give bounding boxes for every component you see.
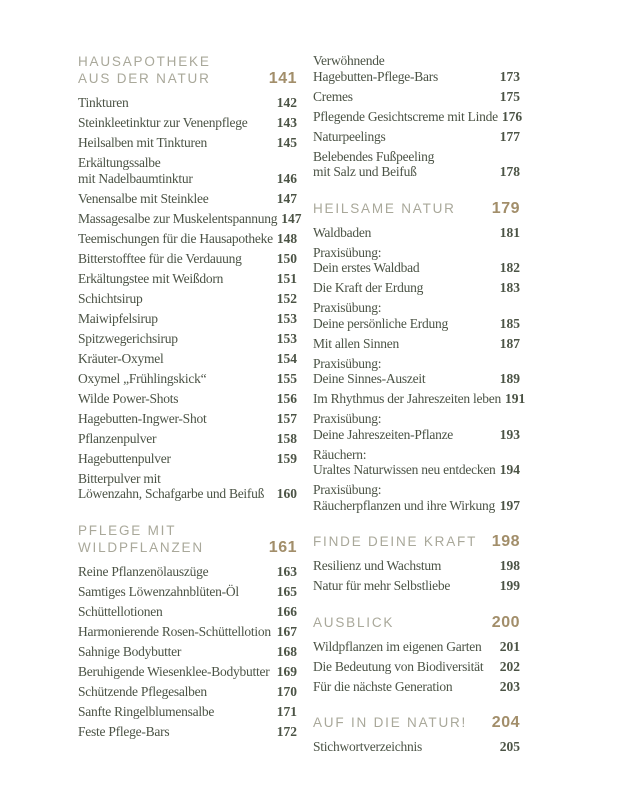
entry-page-number: 153 bbox=[276, 330, 297, 346]
entry-page-number: 171 bbox=[276, 703, 297, 719]
entry-label-line: Wildpflanzen im eigenen Garten bbox=[313, 638, 482, 654]
entry-page-number: 175 bbox=[499, 88, 520, 104]
toc-column-right bbox=[313, 53, 526, 808]
toc-entry bbox=[313, 679, 520, 695]
section-heading bbox=[313, 714, 520, 731]
section-entries bbox=[313, 558, 520, 594]
entry-label bbox=[313, 578, 450, 594]
entry-page-number: 153 bbox=[276, 310, 297, 326]
entry-label-line: Feste Pflege-Bars bbox=[78, 723, 170, 739]
entry-page-number: 146 bbox=[276, 170, 297, 186]
entry-label-line: Stichwortverzeichnis bbox=[313, 739, 422, 754]
toc-entry bbox=[313, 245, 520, 276]
section-title-line: AUSBLICK bbox=[313, 614, 395, 630]
entry-page-number: 143 bbox=[276, 115, 297, 130]
entry-label-line: Verwöhnende bbox=[313, 53, 385, 68]
entry-label bbox=[313, 336, 399, 352]
toc-entry bbox=[78, 271, 297, 287]
entry-label-line: Für die nächste Generation bbox=[313, 678, 453, 694]
toc-entry bbox=[313, 300, 520, 331]
entry-label-line: Hagebutten-Pflege-Bars bbox=[313, 68, 438, 84]
section-title bbox=[313, 200, 456, 217]
section-title-line: AUF IN DIE NATUR! bbox=[313, 715, 468, 730]
section-title-line: HEILSAME NATUR bbox=[313, 200, 456, 216]
entry-label bbox=[313, 659, 483, 675]
entry-label-line: Samtiges Löwenzahnblüten-Öl bbox=[78, 583, 239, 599]
entry-page-number: 182 bbox=[499, 260, 520, 275]
section-entries bbox=[78, 564, 297, 740]
entry-label-line: Waldbaden bbox=[313, 224, 372, 240]
section-page-number: 141 bbox=[268, 70, 297, 87]
entry-label-line: Kräuter-Oxymel bbox=[78, 350, 164, 366]
toc-entry bbox=[78, 95, 297, 111]
entry-label-line: Harmonierende Rosen-Schüttellotion bbox=[78, 623, 271, 639]
entry-page-number: 176 bbox=[501, 108, 523, 124]
entry-label bbox=[78, 155, 193, 186]
entry-label bbox=[313, 89, 353, 105]
toc-entry bbox=[78, 291, 297, 307]
entry-label-line: Steinkleetinktur zur Venenpflege bbox=[78, 115, 248, 130]
entry-label-line: Praxisübung: bbox=[313, 300, 382, 315]
entry-page-number: 187 bbox=[499, 335, 520, 351]
toc-entry bbox=[78, 351, 297, 367]
section-entries bbox=[313, 224, 526, 514]
entry-label bbox=[78, 451, 171, 467]
entry-label-line: Oxymel „Frühlingskick“ bbox=[78, 370, 207, 386]
toc-entry bbox=[78, 624, 297, 640]
entry-label-line: Pflanzenpulver bbox=[78, 430, 157, 446]
entry-label-line: mit Salz und Beifuß bbox=[313, 164, 417, 179]
section-entries bbox=[313, 739, 520, 755]
entry-label-line: Reine Pflanzenölauszüge bbox=[78, 563, 209, 579]
entry-label-line: Deine persönliche Erdung bbox=[313, 315, 448, 331]
entry-label-line: Schützende Pflegesalben bbox=[78, 683, 207, 699]
entry-label-line: Deine Jahreszeiten-Pflanze bbox=[313, 426, 454, 442]
entry-label-line: mit Nadelbaumtinktur bbox=[78, 170, 193, 186]
entry-label-line: Die Kraft der Erdung bbox=[313, 280, 424, 295]
entry-page-number: 148 bbox=[276, 230, 298, 246]
entry-page-number: 199 bbox=[499, 578, 520, 593]
entry-label-line: Maiwipfelsirup bbox=[78, 310, 158, 326]
entry-page-number: 151 bbox=[276, 270, 297, 286]
entry-label-line: Bitterpulver mit bbox=[78, 470, 161, 486]
entry-page-number: 142 bbox=[276, 95, 297, 110]
entry-page-number: 189 bbox=[499, 371, 520, 386]
section-heading bbox=[313, 200, 520, 217]
section-title-line: PFLEGE MIT bbox=[78, 522, 177, 538]
entry-label-line: Im Rhythmus der Jahreszeiten leben bbox=[313, 391, 501, 406]
entry-page-number: 163 bbox=[276, 563, 297, 579]
entry-page-number: 191 bbox=[504, 391, 526, 406]
entry-label bbox=[78, 564, 208, 580]
section-page-number: 161 bbox=[268, 538, 297, 556]
entry-page-number: 169 bbox=[276, 663, 297, 679]
entry-label bbox=[78, 684, 207, 700]
entry-label bbox=[78, 704, 214, 720]
entry-label-line: Spitzwegerichsirup bbox=[78, 330, 178, 346]
toc-section bbox=[313, 714, 520, 755]
entry-label bbox=[78, 231, 273, 247]
entry-label bbox=[313, 245, 419, 276]
entry-page-number: 203 bbox=[499, 678, 520, 694]
entry-page-number: 152 bbox=[276, 290, 297, 306]
entry-page-number: 168 bbox=[276, 643, 297, 659]
toc-entry bbox=[313, 53, 520, 84]
entry-label-line: Erkältungstee mit Weißdorn bbox=[78, 270, 224, 286]
entry-label bbox=[313, 280, 423, 296]
toc-entry bbox=[78, 231, 297, 247]
entry-label bbox=[313, 411, 453, 442]
toc-section bbox=[78, 522, 297, 740]
entry-label-line: Praxisübung: bbox=[313, 244, 382, 260]
entry-label bbox=[78, 251, 242, 267]
entry-label bbox=[78, 604, 163, 620]
entry-page-number: 155 bbox=[276, 370, 297, 386]
section-page-number: 204 bbox=[491, 714, 520, 731]
entry-label-line: Räuchern: bbox=[313, 446, 367, 462]
toc-entry bbox=[78, 644, 297, 660]
toc-entry bbox=[78, 210, 302, 227]
toc-entry bbox=[78, 584, 297, 600]
toc-entry bbox=[78, 191, 297, 207]
section-title-line: FINDE DEINE KRAFT bbox=[313, 534, 478, 549]
entry-label-line: Naturpeelings bbox=[313, 128, 386, 144]
toc-entry bbox=[313, 225, 520, 241]
entry-label-line: Heilsalben mit Tinkturen bbox=[78, 135, 207, 150]
entry-label bbox=[313, 53, 438, 84]
entry-label-line: Bitterstofftee für die Verdauung bbox=[78, 250, 242, 266]
entry-label-line: Natur für mehr Selbstliebe bbox=[313, 578, 451, 593]
entry-label bbox=[313, 679, 452, 695]
entry-page-number: 198 bbox=[499, 558, 520, 573]
section-title bbox=[313, 714, 467, 731]
section-title-line: HAUSAPOTHEKE bbox=[78, 54, 211, 69]
section-page-number: 179 bbox=[491, 199, 520, 217]
entry-label-line: Teemischungen für die Hausapotheke bbox=[78, 230, 273, 246]
toc-entry bbox=[78, 155, 297, 186]
section-heading bbox=[313, 533, 520, 550]
entry-page-number: 193 bbox=[499, 426, 520, 442]
entry-label bbox=[78, 351, 163, 367]
entry-label bbox=[78, 191, 208, 207]
toc-entry bbox=[78, 664, 297, 680]
entry-label-line: Praxisübung: bbox=[313, 355, 382, 371]
section-heading bbox=[313, 614, 520, 631]
entry-label bbox=[78, 115, 247, 131]
toc-entry bbox=[313, 578, 520, 594]
entry-label bbox=[78, 664, 270, 680]
entry-label bbox=[313, 225, 371, 241]
entry-page-number: 165 bbox=[276, 583, 297, 599]
toc-entry bbox=[78, 431, 297, 447]
entry-label bbox=[78, 391, 178, 407]
entry-label bbox=[78, 311, 158, 327]
entry-page-number: 170 bbox=[276, 683, 297, 699]
section-entries bbox=[78, 95, 302, 502]
entry-label-line: Massagesalbe zur Muskelentspannung bbox=[78, 210, 278, 226]
toc-entry bbox=[78, 684, 297, 700]
entry-page-number: 150 bbox=[276, 250, 297, 266]
section-heading bbox=[78, 53, 297, 87]
toc-entry bbox=[78, 135, 297, 151]
entry-page-number: 156 bbox=[276, 390, 297, 406]
entry-label bbox=[313, 149, 434, 180]
entry-label-line: Sanfte Ringelblumensalbe bbox=[78, 703, 215, 719]
section-entries bbox=[313, 639, 520, 695]
entry-page-number: 194 bbox=[499, 462, 520, 477]
entry-label bbox=[313, 447, 496, 478]
entry-label bbox=[313, 300, 448, 331]
toc-entry bbox=[78, 311, 297, 327]
entry-page-number: 166 bbox=[276, 603, 297, 619]
entry-page-number: 197 bbox=[499, 497, 520, 513]
entry-label bbox=[313, 391, 501, 407]
entry-label bbox=[313, 739, 422, 755]
entry-label bbox=[313, 356, 425, 387]
toc-entry bbox=[78, 704, 297, 720]
section-title-line: WILDPFLANZEN bbox=[78, 539, 204, 555]
entry-page-number: 178 bbox=[499, 164, 520, 179]
toc-entry bbox=[78, 251, 297, 267]
entry-page-number: 158 bbox=[276, 430, 297, 446]
toc-entry bbox=[313, 129, 520, 145]
toc-entry bbox=[313, 336, 520, 352]
entry-label-line: Tinkturen bbox=[78, 95, 129, 110]
entry-label-line: Deine Sinnes-Auszeit bbox=[313, 371, 426, 386]
toc-entry bbox=[313, 411, 520, 442]
toc-entry bbox=[78, 471, 297, 502]
entry-page-number: 173 bbox=[499, 68, 520, 84]
entry-page-number: 205 bbox=[499, 739, 520, 754]
entry-label-line: Schichtsirup bbox=[78, 290, 143, 306]
section-title bbox=[313, 533, 477, 550]
toc-entry bbox=[313, 149, 520, 180]
entry-label bbox=[313, 109, 498, 125]
toc-entry bbox=[313, 447, 520, 478]
entry-page-number: 183 bbox=[499, 280, 520, 295]
entry-label bbox=[78, 431, 156, 447]
entry-label-line: Hagebutten-Ingwer-Shot bbox=[78, 410, 207, 426]
entry-label bbox=[313, 129, 385, 145]
entry-page-number: 159 bbox=[276, 450, 297, 466]
entry-label bbox=[313, 482, 495, 513]
entry-label-line: Hagebuttenpulver bbox=[78, 450, 171, 466]
toc-section bbox=[313, 614, 520, 695]
entry-label-line: Räucherpflanzen und ihre Wirkung bbox=[313, 497, 496, 513]
toc-entry bbox=[313, 108, 523, 125]
entry-label bbox=[78, 584, 239, 600]
entry-label-line: Belebendes Fußpeeling bbox=[313, 148, 435, 164]
toc-section bbox=[313, 199, 526, 514]
entry-label bbox=[78, 411, 206, 427]
entry-page-number: 160 bbox=[276, 486, 297, 501]
toc-section bbox=[78, 53, 302, 502]
section-page-number: 198 bbox=[491, 533, 520, 550]
entry-label-line: Dein erstes Waldbad bbox=[313, 260, 420, 275]
entry-label-line: Uraltes Naturwissen neu entdecken bbox=[313, 462, 496, 477]
entry-page-number: 202 bbox=[499, 658, 520, 674]
toc-column-left bbox=[78, 53, 302, 808]
entry-label-line: Wilde Power-Shots bbox=[78, 390, 179, 406]
entry-label-line: Mit allen Sinnen bbox=[313, 335, 399, 351]
entry-label-line: Pflegende Gesichtscreme mit Linde bbox=[313, 108, 498, 124]
entry-label bbox=[78, 211, 277, 227]
toc-entry bbox=[313, 391, 526, 407]
entry-label-line: Praxisübung: bbox=[313, 411, 382, 426]
toc-entry bbox=[313, 280, 520, 296]
section-page-number: 200 bbox=[491, 613, 520, 631]
entry-page-number: 145 bbox=[276, 135, 297, 150]
entry-label-line: Sahnige Bodybutter bbox=[78, 643, 182, 659]
entry-label bbox=[78, 624, 271, 640]
toc-entry bbox=[313, 356, 520, 387]
entry-label bbox=[78, 724, 169, 740]
section-title-line: AUS DER NATUR bbox=[78, 71, 211, 86]
toc-section bbox=[313, 53, 523, 180]
toc-entry bbox=[313, 639, 520, 655]
entry-label-line: Praxisübung: bbox=[313, 482, 382, 497]
toc-entry bbox=[78, 331, 297, 347]
entry-page-number: 201 bbox=[499, 638, 520, 654]
toc-entry bbox=[313, 739, 520, 755]
entry-label bbox=[78, 471, 264, 502]
toc-entry bbox=[78, 115, 297, 131]
entry-page-number: 177 bbox=[499, 128, 520, 144]
entry-label bbox=[78, 644, 181, 660]
toc-entry bbox=[78, 724, 297, 740]
entry-page-number: 167 bbox=[276, 623, 297, 639]
toc-entry bbox=[78, 604, 297, 620]
toc-entry bbox=[313, 558, 520, 574]
entry-label-line: Cremes bbox=[313, 88, 353, 104]
section-heading bbox=[78, 522, 297, 556]
toc-entry bbox=[313, 89, 520, 105]
entry-page-number: 157 bbox=[276, 410, 297, 426]
entry-page-number: 147 bbox=[276, 190, 297, 206]
entry-label-line: Die Bedeutung von Biodiversität bbox=[313, 658, 484, 674]
entry-label bbox=[78, 95, 129, 111]
toc-entry bbox=[78, 451, 297, 467]
toc-entry bbox=[313, 482, 520, 513]
toc-entry bbox=[78, 411, 297, 427]
entry-label bbox=[313, 639, 482, 655]
entry-label bbox=[78, 135, 207, 151]
entry-label bbox=[78, 291, 143, 307]
entry-page-number: 147 bbox=[281, 210, 302, 226]
entry-label-line: Beruhigende Wiesenklee-Bodybutter bbox=[78, 663, 270, 679]
toc-entry bbox=[78, 371, 297, 387]
toc-entry bbox=[78, 391, 297, 407]
entry-label-line: Erkältungssalbe bbox=[78, 155, 161, 170]
toc-entry bbox=[78, 564, 297, 580]
entry-label-line: Löwenzahn, Schafgarbe und Beifuß bbox=[78, 486, 265, 501]
entry-label bbox=[78, 371, 206, 387]
entry-page-number: 185 bbox=[499, 315, 520, 331]
toc-section bbox=[313, 533, 520, 594]
entry-page-number: 154 bbox=[276, 350, 297, 366]
entry-label bbox=[78, 331, 178, 347]
entry-page-number: 181 bbox=[499, 224, 520, 240]
section-title bbox=[78, 53, 211, 87]
entry-label-line: Venensalbe mit Steinklee bbox=[78, 190, 209, 206]
entry-label bbox=[78, 271, 223, 287]
toc-entry bbox=[313, 659, 520, 675]
section-entries bbox=[313, 53, 523, 180]
entry-label-line: Schüttellotionen bbox=[78, 603, 163, 619]
entry-label-line: Resilienz und Wachstum bbox=[313, 558, 442, 573]
section-title bbox=[313, 614, 394, 631]
entry-label bbox=[313, 558, 441, 574]
entry-page-number: 172 bbox=[276, 723, 297, 739]
section-title bbox=[78, 522, 204, 556]
